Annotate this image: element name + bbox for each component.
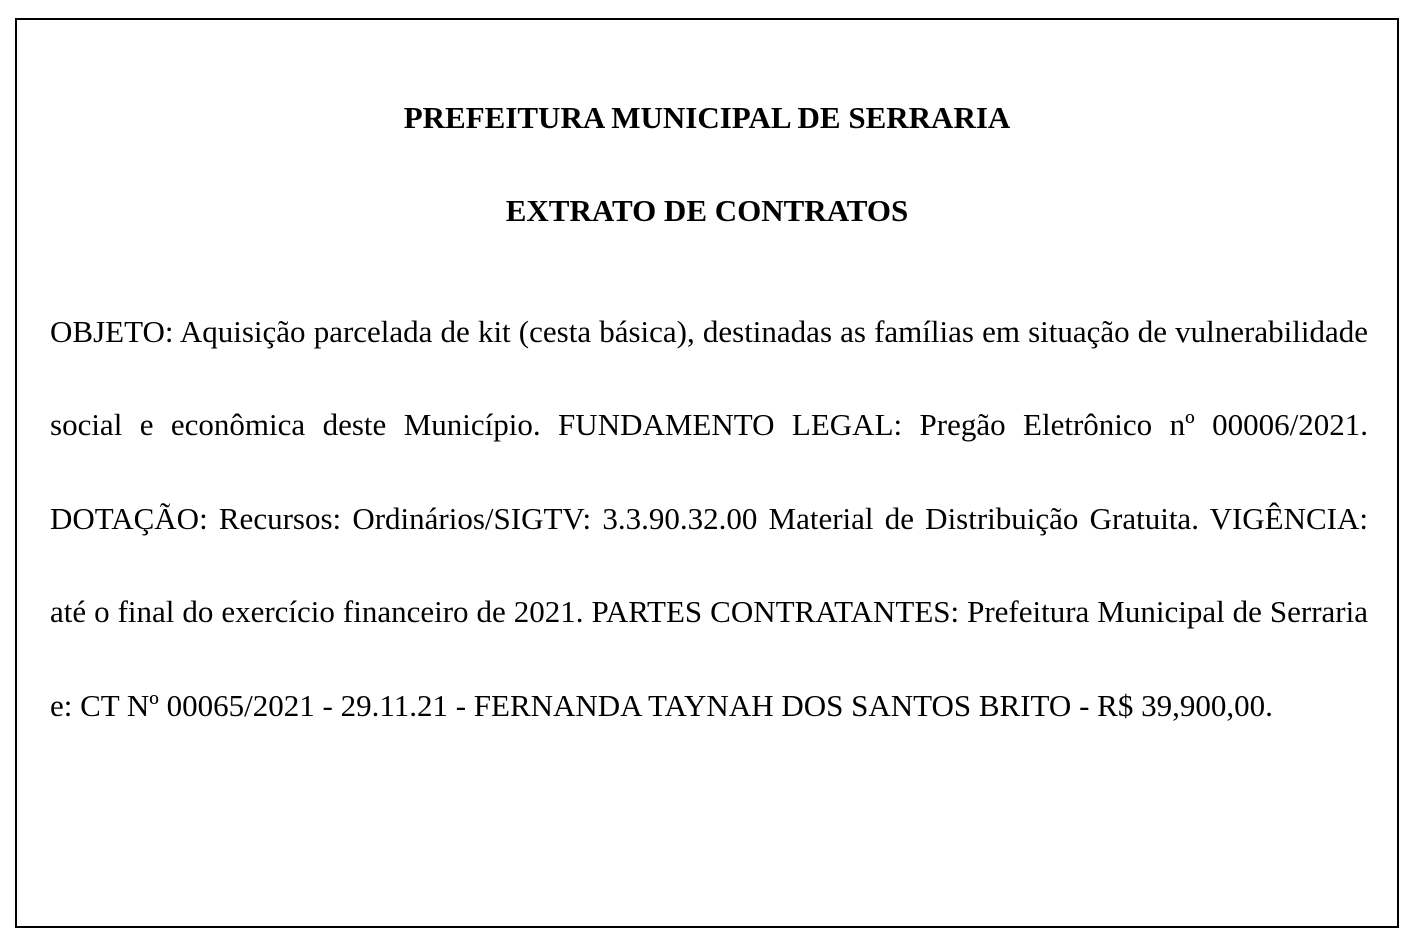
municipality-header: PREFEITURA MUNICIPAL DE SERRARIA xyxy=(403,100,1011,135)
document-title: EXTRATO DE CONTRATOS xyxy=(505,193,909,228)
document-frame xyxy=(15,18,1399,928)
contract-extract-text: OBJETO: Aquisição parcelada de kit (cesta básica), destinadas as famílias em situação de vulnerabilidade social e econômica deste Município. FUNDAMENTO LEGAL: Pregão Eletrônico nº 00006/2021. DOTAÇÃO: Recursos: Ordinários/SIGTV: 3.3.90.32.00 Material de Distribuição Gratuita. VIGÊNCIA: até o final do exercício financeiro de 2021. PARTES CONTRATANTES: Prefeitura Municipal de Serraria e: CT Nº 00065/2021 - 29.11.21 - FERNANDA TAYNAH DOS SANTOS BRITO - R$ 39,900,00. xyxy=(50,314,1368,723)
